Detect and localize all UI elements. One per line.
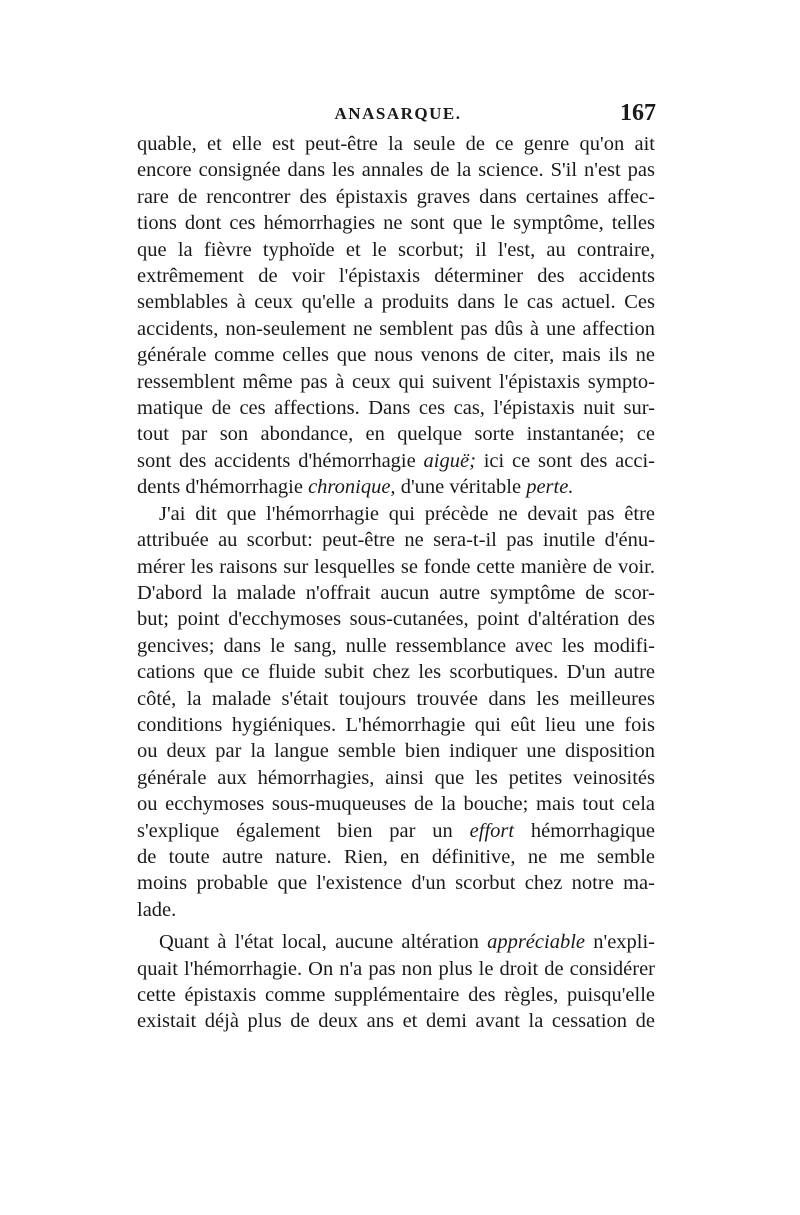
text-line: quait l'hémorrhagie. On n'a pas non plus le droit de considérer <box>137 957 655 980</box>
running-head <box>138 100 658 130</box>
text-line: cations que ce fluide subit chez les scorbutiques. D'un autre <box>137 661 655 684</box>
text-line: encore consignée dans les annales de la science. S'il n'est pas <box>137 159 655 182</box>
paragraph-1 <box>137 131 655 501</box>
text-line: quable, et elle est peut-être la seule de ce genre qu'on ait <box>137 133 655 155</box>
text-line <box>137 929 655 955</box>
italic-term: appréciable <box>487 931 585 954</box>
text-line: conditions hygiéniques. L'hémorrhagie qui eût lieu une fois <box>137 713 655 736</box>
running-title: ANASARQUE. <box>334 104 462 123</box>
italic-term: effort <box>469 819 515 842</box>
text-segment: s'explique également bien par un <box>137 819 470 842</box>
text-line: mérer les raisons sur lesquelles se fonde cette manière de voir. <box>137 555 655 578</box>
text-line: rare de rencontrer des épistaxis graves dans certaines affec- <box>137 185 655 208</box>
text-line: semblables à ceux qu'elle a produits dans le cas actuel. Ces <box>137 291 655 314</box>
text-line: lade. <box>137 898 177 921</box>
text-line: extrêmement de voir l'épistaxis déterminer des accidents <box>137 265 655 288</box>
text-line <box>137 474 655 500</box>
text-line: but; point d'ecchymoses sous-cutanées, point d'altération des <box>137 608 655 631</box>
page-number: 167 <box>620 100 656 126</box>
text-segment: ici ce sont des acci- <box>475 449 655 472</box>
italic-term: aiguë; <box>423 449 476 472</box>
text-line: de toute autre nature. Rien, en définitive, ne me semble <box>137 845 655 868</box>
text-line: gencives; dans le sang, nulle ressemblance avec les modifi- <box>137 634 655 657</box>
text-line: D'abord la malade n'offrait aucun autre symptôme de scor- <box>137 581 655 604</box>
text-segment: n'expli- <box>585 931 655 954</box>
paragraph-3 <box>137 929 655 1035</box>
text-line: tout par son abondance, en quelque sorte instantanée; ce <box>137 423 655 446</box>
text-line: générale aux hémorrhagies, ainsi que les petites veinosités <box>137 766 655 789</box>
text-segment: hémorrhagique <box>514 819 655 842</box>
text-line: existait déjà plus de deux ans et demi avant la cessation de <box>137 1010 655 1033</box>
text-line <box>137 818 655 844</box>
text-segment: sont des accidents d'hémorrhagie <box>137 449 424 472</box>
text-segment: dents d'hémorrhagie <box>137 476 309 499</box>
text-line: générale comme celles que nous venons de citer, mais ils ne <box>137 344 655 367</box>
italic-term: perte. <box>526 476 574 499</box>
paragraph-2 <box>137 501 655 924</box>
text-line: matique de ces affections. Dans ces cas, l'épistaxis nuit sur- <box>137 397 655 420</box>
text-line: ou ecchymoses sous-muqueuses de la bouche; mais tout cela <box>137 793 655 816</box>
text-line: que la fièvre typhoïde et le scorbut; il l'est, au contraire, <box>137 238 655 261</box>
text-line: ou deux par la langue semble bien indiquer une disposition <box>137 740 655 763</box>
text-line <box>137 448 655 474</box>
text-line: attribuée au scorbut: peut-être ne sera-t-il pas inutile d'énu- <box>137 529 655 552</box>
text-segment: d'une véritable <box>395 476 527 499</box>
text-segment: Quant à l'état local, aucune altération <box>159 931 488 954</box>
text-line: ressemblent même pas à ceux qui suivent l'épistaxis sympto- <box>137 370 655 393</box>
italic-term: chronique, <box>308 476 396 499</box>
text-line: moins probable que l'existence d'un scorbut chez notre ma- <box>137 872 655 895</box>
text-line: tions dont ces hémorrhagies ne sont que le symptôme, telles <box>137 212 655 235</box>
body-text <box>137 131 655 1035</box>
text-line: cette épistaxis comme supplémentaire des règles, puisqu'elle <box>137 984 655 1006</box>
text-line: J'ai dit que l'hémorrhagie qui précède ne devait pas être <box>159 502 655 525</box>
text-line: accidents, non-seulement ne semblent pas dûs à une affection <box>137 317 655 340</box>
text-line: côté, la malade s'était toujours trouvée dans les meilleures <box>137 687 655 710</box>
